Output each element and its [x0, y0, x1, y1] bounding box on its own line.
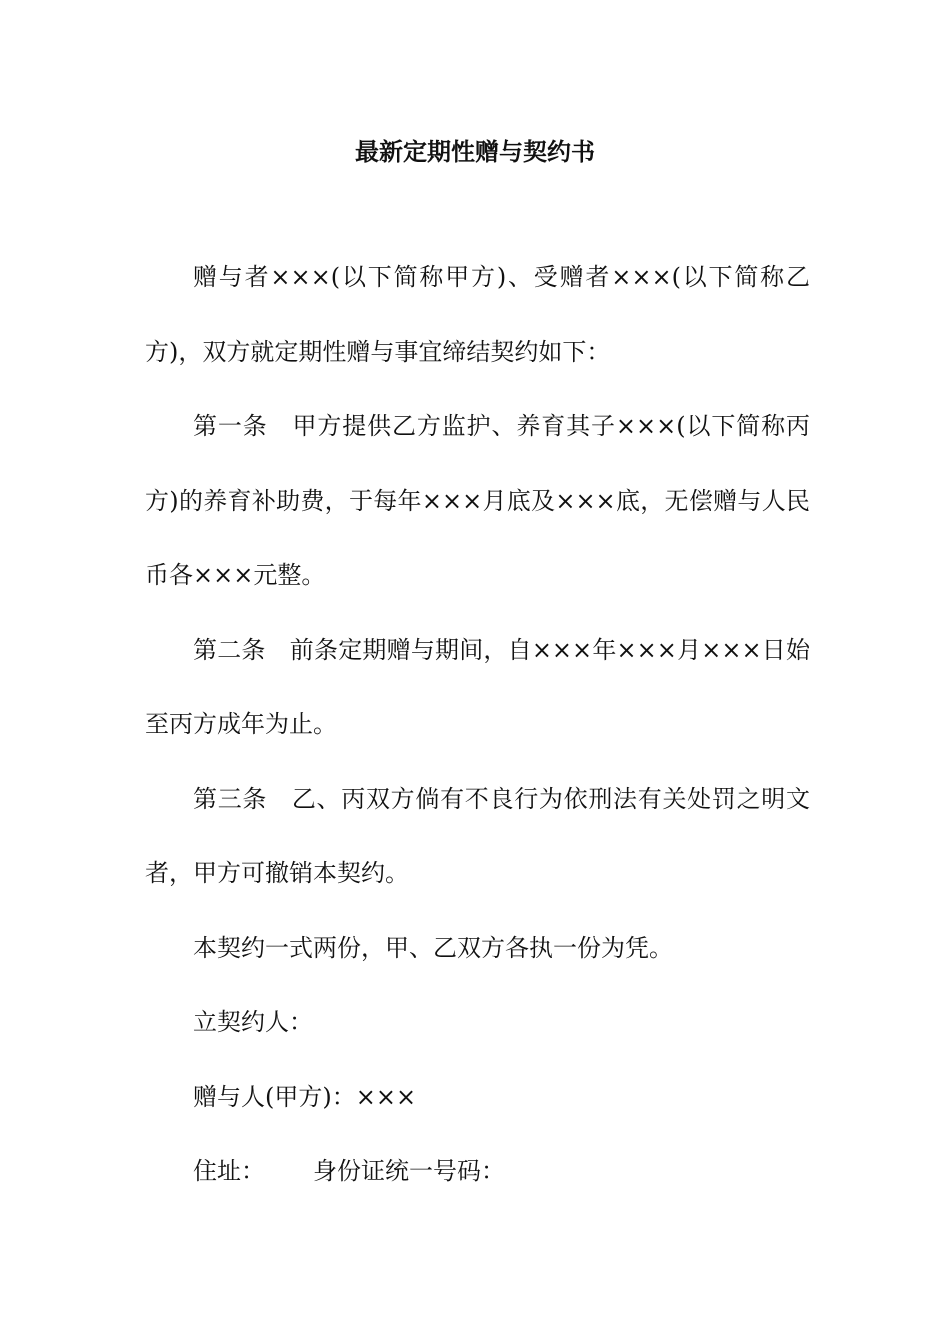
intro-paragraph: 赠与者×××(以下简称甲方)、受赠者×××(以下简称乙方)，双方就定期性赠与事宜缔结契约如下：	[145, 263, 810, 366]
article-3-text: 乙、丙双方倘有不良行为依刑法有关处罚之明文者，甲方可撤销本契约。	[145, 784, 810, 887]
address-id-line	[145, 1134, 810, 1209]
article-1-label: 第一条	[193, 412, 268, 440]
article-3-label: 第三条	[193, 784, 268, 813]
article-2-label: 第二条	[193, 635, 266, 664]
document-body	[145, 240, 810, 1209]
document-title: 最新定期性赠与契约书	[355, 137, 595, 166]
copies-clause: 本契约一式两份，甲、乙双方各执一份为凭。	[193, 933, 673, 962]
article-3	[145, 762, 810, 911]
article-1	[145, 389, 810, 613]
article-1-text: 甲方提供乙方监护、养育其子×××(以下简称丙方)的养育补助费，于每年×××月底及×××底，无偿赠与人民币各×××元整。	[145, 412, 810, 589]
donor-line: 赠与人(甲方)：×××	[193, 1082, 417, 1111]
id-number-label: 身份证统一号码：	[313, 1157, 505, 1185]
signatories-heading: 立契约人：	[193, 1008, 313, 1036]
article-2-text: 前条定期赠与期间，自×××年×××月×××日始至丙方成年为止。	[145, 635, 811, 738]
address-label: 住址：	[193, 1157, 265, 1185]
article-2	[145, 613, 810, 762]
